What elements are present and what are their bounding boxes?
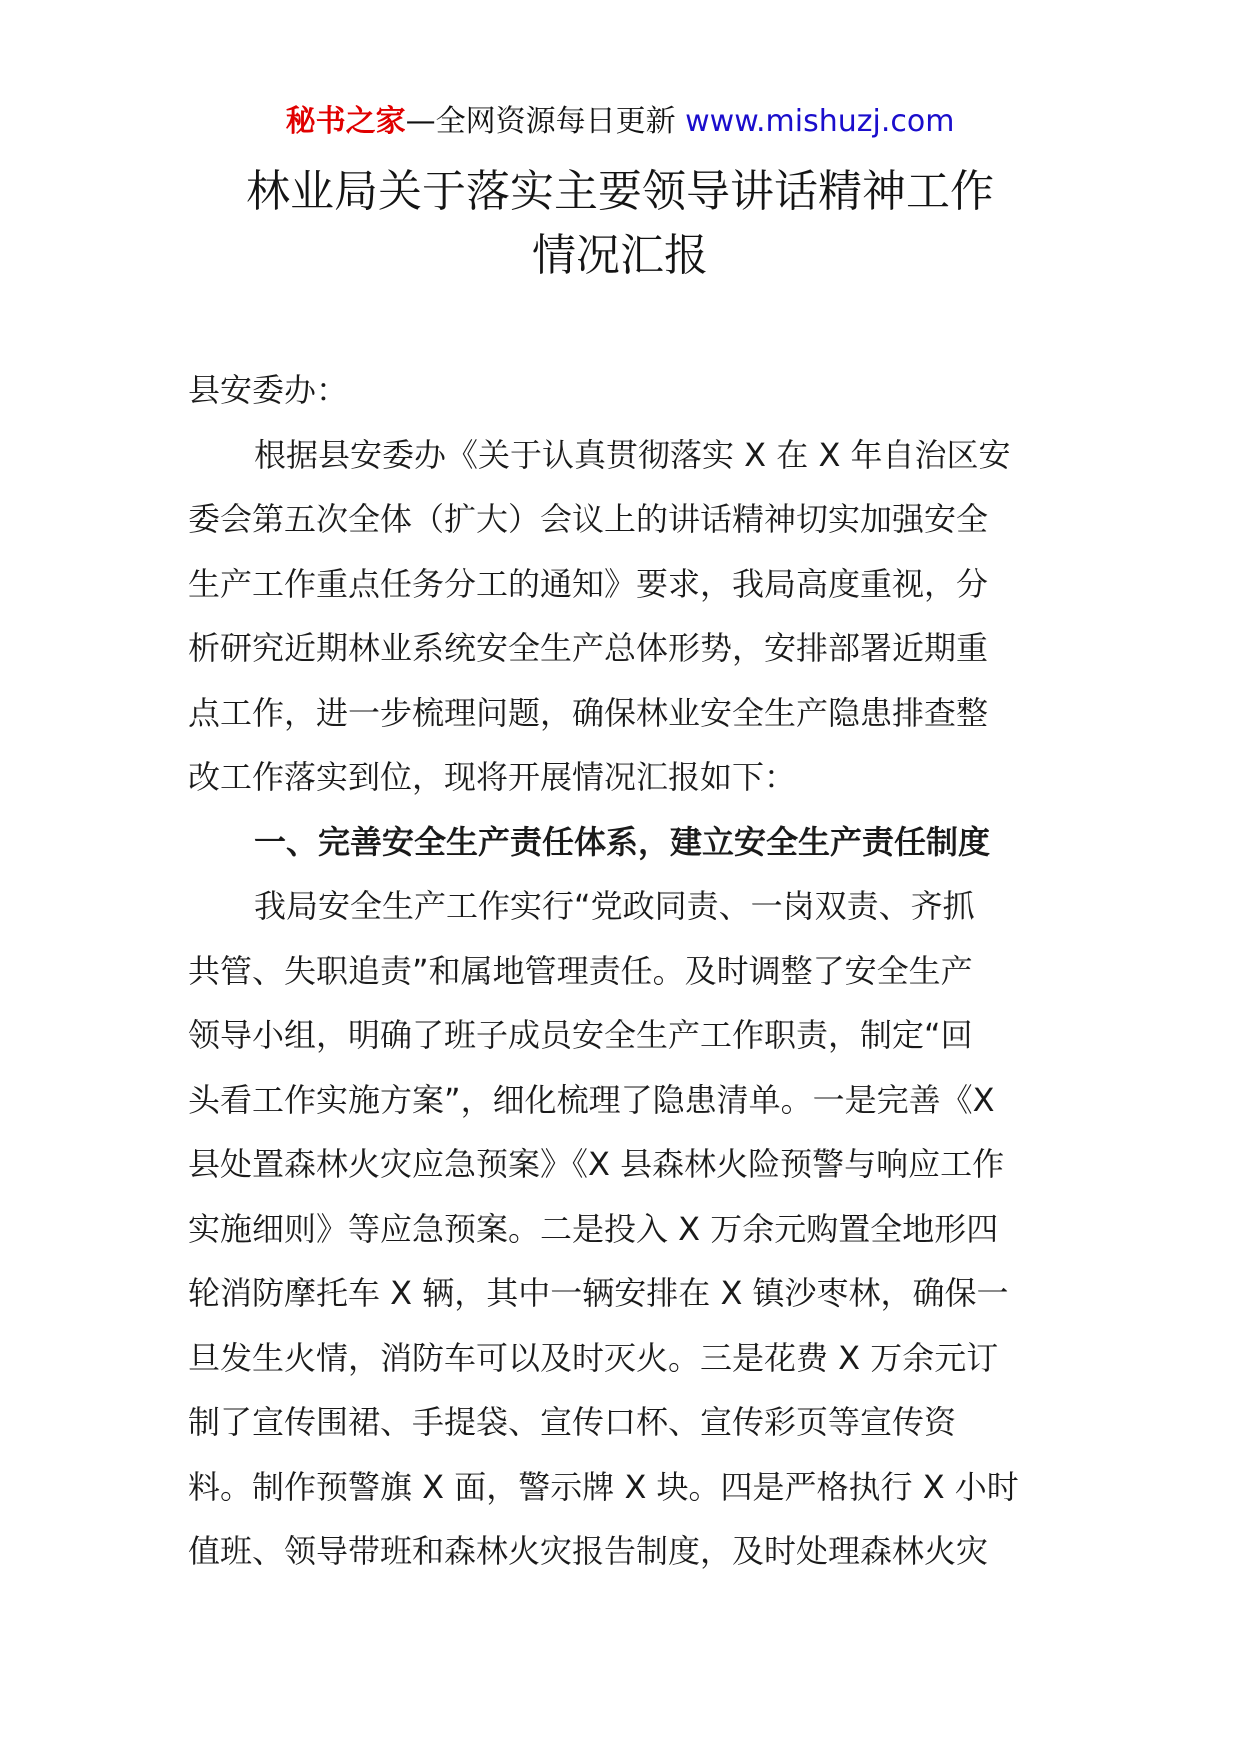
site-header — [0, 102, 1240, 142]
title-line-1: 林业局关于落实主要领导讲话精神工作 — [246, 166, 994, 217]
salutation: 县安委办： — [188, 371, 349, 409]
body-line: 共管、失职追责”和属地管理责任。及时调整了安全生产 — [188, 951, 973, 990]
body-line: 点工作，进一步梳理问题，确保林业安全生产隐患排查整 — [188, 693, 989, 732]
body-line: 轮消防摩托车 X 辆，其中一辆安排在 X 镇沙枣林，确保一 — [188, 1274, 1009, 1312]
body-line: 领导小组，明确了班子成员安全生产工作职责，制定“回 — [188, 1016, 973, 1054]
header-tagline: —全网资源每日更新 — [405, 104, 686, 139]
body-line: 旦发生火情，消防车可以及时灭火。三是花费 X 万余元订 — [188, 1338, 999, 1377]
document-title — [0, 160, 1240, 288]
body-line: 头看工作实施方案”，细化梳理了隐患清单。一是完善《X — [188, 1080, 995, 1119]
body-line: 析研究近期林业系统安全生产总体形势，安排部署近期重 — [188, 629, 989, 667]
body-line: 委会第五次全体（扩大）会议上的讲话精神切实加强安全 — [188, 500, 989, 538]
body-line: 料。制作预警旗 X 面，警示牌 X 块。四是严格执行 X 小时 — [188, 1467, 1019, 1506]
body-line: 根据县安委办《关于认真贯彻落实 X 在 X 年自治区安 — [254, 435, 1011, 474]
site-url[interactable]: www.mishuzj.com — [685, 104, 955, 139]
body-line: 制了宣传围裙、手提袋、宣传口杯、宣传彩页等宣传资 — [188, 1403, 957, 1441]
title-line-2: 情况汇报 — [532, 230, 708, 281]
document-body — [188, 358, 1054, 1584]
brand-name: 秘书之家 — [285, 104, 406, 139]
body-line: 改工作落实到位，现将开展情况汇报如下： — [188, 758, 797, 796]
section-heading: 一、完善安全生产责任体系，建立安全生产责任制度 — [254, 822, 991, 861]
body-line: 实施细则》等应急预案。二是投入 X 万余元购置全地形四 — [188, 1209, 999, 1248]
body-line: 我局安全生产工作实行“党政同责、一岗双责、齐抓 — [254, 887, 975, 925]
body-line: 县处置森林火灾应急预案》《X 县森林火险预警与响应工作 — [188, 1145, 1005, 1183]
body-line: 值班、领导带班和森林火灾报告制度，及时处理森林火灾 — [188, 1532, 989, 1570]
body-line: 生产工作重点任务分工的通知》要求，我局高度重视，分 — [188, 564, 989, 603]
